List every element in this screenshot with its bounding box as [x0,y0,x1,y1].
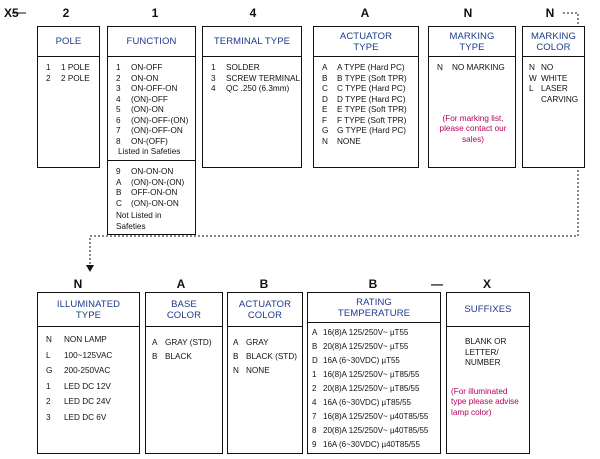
illuminated-option: 3 LED DC 6V [46,412,107,422]
pole-title: POLE [38,27,99,57]
illuminated-list [38,327,139,453]
function-extra-option: 9 ON-ON-ON [116,167,174,176]
code-illuminated: N [73,277,83,291]
marking-type-option: N NO MARKING [437,63,505,72]
code-bottom-dash: — [431,277,443,291]
function-option: 3 ON-OFF-ON [116,84,178,93]
function-option: 4 (ON)-OFF [116,94,168,104]
code-rating: B [368,277,378,291]
actuator-title: ACTUATOR TYPE [314,27,418,57]
actuator-list [314,57,418,167]
suffixes-note: (For illuminated type please advise lamp color) [451,386,519,417]
illuminated-option: G 200-250VAC [46,366,111,375]
marking-color-list [523,57,584,167]
base-color-box [145,292,223,454]
actuator-option: B B TYPE (Soft TPR) [322,73,407,83]
function-option: 1 ON-OFF [116,63,163,72]
function-option: 5 (ON)-ON [116,105,164,114]
function-option: 2 ON-ON [116,73,159,83]
marking-type-note: (For marking list, please contact our sales) [439,113,507,144]
function-option: 6 (ON)-OFF-(ON) [116,115,189,125]
pole-box [37,26,100,168]
actuator-color-option: B BLACK (STD) [233,352,297,361]
suffixes-text: BLANK OR LETTER/ NUMBER [465,337,507,367]
marking-color-box [522,26,585,168]
base-color-title: BASE COLOR [146,293,222,327]
actuator-color-box [227,292,303,454]
actuator-color-list [228,327,302,453]
rating-option: A 16(8)A 125/250V~ µT55 [312,328,409,337]
rating-option: D 16A (6~30VDC) µT55 [312,356,400,365]
code-base-color: A [176,277,186,291]
terminal-box [202,26,302,168]
pole-option-1: 1 1 POLE [46,63,90,72]
rating-option: 4 16A (6~30VDC) µT85/55 [312,398,411,407]
terminal-title: TERMINAL TYPE [203,27,301,57]
actuator-option: D D TYPE (Hard PC) [322,94,406,104]
illuminated-box [37,292,140,454]
code-terminal: 4 [249,6,257,20]
function-extra-option: A (ON)-ON-(ON) [116,177,185,187]
pole-list [38,57,99,167]
illuminated-title: ILLUMINATED TYPE [38,293,139,327]
marking-type-box [428,26,516,168]
code-marking: N [463,6,473,20]
illuminated-option: L 100~125VAC [46,350,113,360]
rating-box [307,292,441,454]
suffixes-content [447,327,529,453]
rating-list [308,323,440,453]
marking-color-option: W WHITE [529,73,568,83]
function-extra-option: C (ON)-ON-ON [116,198,179,208]
function-list [108,57,195,167]
actuator-option: A A TYPE (Hard PC) [322,63,405,72]
code-actuator: A [360,6,370,20]
function-extra-option: B OFF-ON-ON [116,188,178,197]
code-prefix: X5 [4,6,19,20]
terminal-option: 4 QC .250 (6.3mm) [211,84,290,93]
function-box [107,26,196,168]
marking-color-option: L LASER CARVING [529,84,579,104]
function-option: 7 (ON)-OFF-ON [116,126,183,135]
rating-option: 2 20(8)A 125/250V~ µT85/55 [312,384,420,393]
actuator-color-title: ACTUATOR COLOR [228,293,302,327]
illuminated-option: 2 LED DC 24V [46,397,111,406]
actuator-box [313,26,419,168]
actuator-option: N NONE [322,136,361,146]
rating-option: 1 16(8)A 125/250V~ µT85/55 [312,370,420,379]
actuator-color-option: N NONE [233,366,270,375]
rating-option: 9 16A (6~30VDC) µ40T85/55 [312,440,420,449]
marking-type-list [429,57,515,167]
code-marking-color: N [545,6,555,20]
marking-color-option: N NO [529,63,554,72]
marking-color-title: MARKING COLOR [523,27,584,57]
pole-option-2: 2 2 POLE [46,73,90,83]
actuator-option: F F TYPE (Soft TPR) [322,115,407,125]
function-option: 8 ON-(OFF) [116,136,168,146]
illuminated-option: N NON LAMP [46,335,107,344]
rating-title: RATING TEMPERATURE [308,293,440,323]
illuminated-option: 1 LED DC 12V [46,381,111,391]
function-title: FUNCTION [108,27,195,57]
rating-option: 8 20(8)A 125/250V~ µ40T85/55 [312,426,429,435]
code-pole: 2 [62,6,70,20]
suffixes-title: SUFFIXES [447,293,529,327]
code-suffix: X [482,277,492,291]
terminal-option: 3 SCREW TERMINAL [211,73,300,83]
function-listed-note: Listed in Safeties [118,147,181,156]
suffixes-box [446,292,530,454]
base-color-option: B BLACK [152,352,192,361]
base-color-list [146,327,222,453]
terminal-option: 1 SOLDER [211,63,260,72]
function-not-listed-note: Not Listed in Safeties [116,211,162,231]
actuator-option: G G TYPE (Hard PC) [322,126,407,135]
function-extra-box [107,160,196,235]
actuator-color-option: A GRAY [233,338,269,347]
marking-type-title: MARKING TYPE [429,27,515,57]
code-function: 1 [151,6,159,20]
base-color-option: A GRAY (STD) [152,338,212,347]
code-actuator-color: B [259,277,269,291]
rating-option: 7 16(8)A 125/250V~ µ40T85/55 [312,412,429,421]
actuator-option: C C TYPE (Hard PC) [322,84,406,93]
actuator-option: E E TYPE (Soft TPR) [322,105,407,114]
rating-option: B 20(8)A 125/250V~ µT55 [312,342,409,351]
terminal-list [203,57,301,167]
continuation-arrow-icon [86,265,94,272]
